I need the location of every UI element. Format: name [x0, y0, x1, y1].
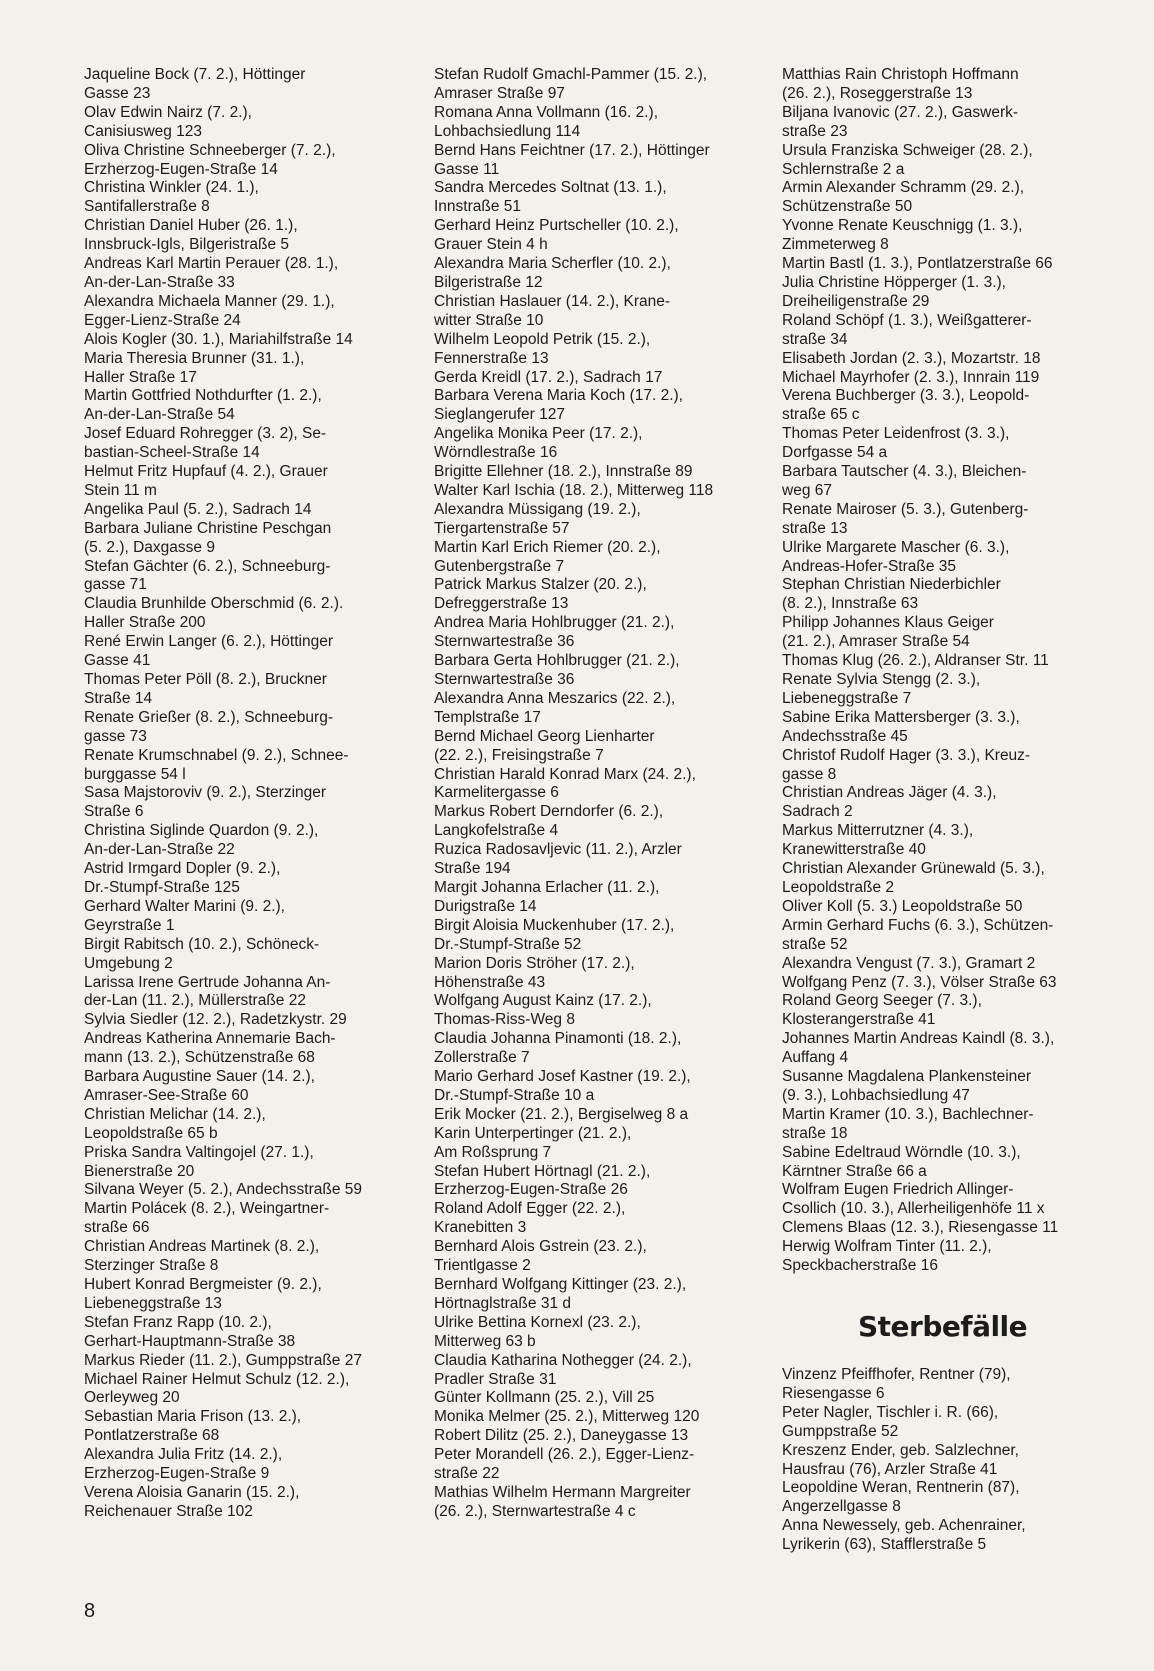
- birth-entry: Christian Harald Konrad Marx (24. 2.), Karmelitergasse 6: [434, 765, 696, 802]
- birth-entry: Barbara Juliane Christine Peschgan (5. 2.), Daxgasse 9: [84, 519, 332, 556]
- birth-entry: Alexandra Vengust (7. 3.), Gramart 2: [782, 954, 1036, 972]
- birth-entry: Ursula Franziska Schweiger (28. 2.), Schlernstraße 2 a: [782, 141, 1033, 178]
- birth-entry: Roland Schöpf (1. 3.), Weißgatterer- straße 34: [782, 311, 1032, 348]
- birth-entry: Patrick Markus Stalzer (20. 2.), Defreggerstraße 13: [434, 576, 647, 613]
- death-entry: Vinzenz Pfeiffhofer, Rentner (79), Riesengasse 6: [782, 1366, 1011, 1402]
- birth-entry: Stefan Rudolf Gmachl-Pammer (15. 2.), Amraser Straße 97: [434, 66, 708, 102]
- birth-entry: Barbara Gerta Hohlbrugger (21. 2.), Sternwartestraße 36: [434, 652, 680, 688]
- birth-entry: Christof Rudolf Hager (3. 3.), Kreuz- gasse 8: [782, 746, 1031, 783]
- birth-entry: Birgit Aloisia Muckenhuber (17. 2.), Dr.-Stumpf-Straße 52: [434, 916, 675, 953]
- birth-entry: Martin Kramer (10. 3.), Bachlechner- straße 18: [782, 1105, 1034, 1142]
- birth-entry: Andrea Maria Hohlbrugger (21. 2.), Sternwartestraße 36: [434, 614, 675, 651]
- birth-entry: Claudia Katharina Nothegger (24. 2.), Pradler Straße 31: [434, 1351, 692, 1388]
- birth-entry: Martin Bastl (1. 3.), Pontlatzerstraße 66: [782, 255, 1053, 273]
- birth-entry: Josef Eduard Rohregger (3. 2), Se- bastian-Scheel-Straße 14: [84, 425, 327, 462]
- birth-entry: Romana Anna Vollmann (16. 2.), Lohbachsiedlung 114: [434, 103, 659, 140]
- birth-entry: Andreas Karl Martin Perauer (28. 1.), An-der-Lan-Straße 33: [84, 255, 339, 291]
- birth-entry: Oliva Christine Schneeberger (7. 2.), Erzherzog-Eugen-Straße 14: [84, 141, 336, 178]
- birth-entry: Alexandra Müssigang (19. 2.), Tiergartenstraße 57: [434, 500, 641, 537]
- death-entry: Peter Nagler, Tischler i. R. (66), Gumppstraße 52: [782, 1403, 999, 1440]
- birth-entry: Birgit Rabitsch (10. 2.), Schöneck- Umgebung 2: [84, 935, 320, 972]
- birth-entry: Johannes Martin Andreas Kaindl (8. 3.), Auffang 4: [782, 1030, 1055, 1067]
- birth-entry: Christina Winkler (24. 1.), Santifallerstraße 8: [84, 179, 259, 216]
- birth-entry: Sabine Edeltraud Wörndle (10. 3.), Kärntner Straße 66 a: [782, 1143, 1021, 1180]
- birth-entry: Helmut Fritz Hupfauf (4. 2.), Grauer Stein 11 m: [84, 463, 328, 499]
- birth-entry: Ruzica Radosavljevic (11. 2.), Arzler Straße 194: [434, 841, 682, 878]
- birth-entry: Michael Mayrhofer (2. 3.), Innrain 119: [782, 368, 1040, 386]
- birth-entry: Armin Gerhard Fuchs (6. 3.), Schützen- straße 52: [782, 916, 1054, 953]
- birth-entry: Matthias Rain Christoph Hoffmann (26. 2.), Roseggerstraße 13: [782, 66, 1019, 102]
- birth-entry: Sabine Erika Mattersberger (3. 3.), Andechsstraße 45: [782, 708, 1020, 745]
- births-column-2: [434, 66, 764, 1522]
- birth-entry: Renate Krumschnabel (9. 2.), Schnee- burggasse 54 l: [84, 746, 349, 783]
- birth-entry: Clemens Blaas (12. 3.), Riesengasse 11: [782, 1219, 1059, 1237]
- birth-entry: Monika Melmer (25. 2.), Mitterweg 120: [434, 1408, 700, 1426]
- birth-entry: Michael Rainer Helmut Schulz (12. 2.), Oerleyweg 20: [84, 1370, 350, 1407]
- birth-entry: Karin Unterpertinger (21. 2.), Am Roßsprung 7: [434, 1124, 632, 1161]
- birth-entry: Olav Edwin Nairz (7. 2.), Canisiusweg 123: [84, 103, 252, 140]
- birth-entry: Markus Rieder (11. 2.), Gumppstraße 27: [84, 1351, 362, 1369]
- birth-entry: Yvonne Renate Keuschnigg (1. 3.), Zimmeterweg 8: [782, 217, 1023, 254]
- birth-entry: Markus Mitterrutzner (4. 3.), Kranewitterstraße 40: [782, 822, 974, 859]
- birth-entry: Bernhard Alois Gstrein (23. 2.), Trientlgasse 2: [434, 1238, 647, 1275]
- birth-entry: Alexandra Anna Meszarics (22. 2.), Templstraße 17: [434, 689, 676, 726]
- birth-entry: Roland Adolf Egger (22. 2.), Kranebitten 3: [434, 1200, 626, 1237]
- birth-entry: Angelika Monika Peer (17. 2.), Wörndlestraße 16: [434, 425, 643, 462]
- birth-entry: Christina Siglinde Quardon (9. 2.), An-der-Lan-Straße 22: [84, 822, 319, 859]
- birth-entry: Günter Kollmann (25. 2.), Vill 25: [434, 1389, 655, 1407]
- birth-entry: Sasa Majstoroviv (9. 2.), Sterzinger Straße 6: [84, 784, 327, 821]
- birth-entry: Larissa Irene Gertrude Johanna An- der-Lan (11. 2.), Müllerstraße 22: [84, 973, 331, 1010]
- deaths-list: [782, 1366, 1122, 1555]
- birth-entry: Bernhard Wolfgang Kittinger (23. 2.), Hörtnaglstraße 31 d: [434, 1276, 687, 1312]
- birth-entry: Wilhelm Leopold Petrik (15. 2.), Fennerstraße 13: [434, 330, 651, 367]
- birth-entry: Verena Buchberger (3. 3.), Leopold- straße 65 c: [782, 387, 1030, 424]
- birth-entry: Alexandra Michaela Manner (29. 1.), Egger-Lienz-Straße 24: [84, 292, 335, 329]
- birth-entry: Angelika Paul (5. 2.), Sadrach 14: [84, 500, 312, 518]
- birth-entry: Christian Andreas Jäger (4. 3.), Sadrach 2: [782, 784, 997, 821]
- births-list-3: [782, 66, 1122, 1276]
- birth-entry: Philipp Johannes Klaus Geiger (21. 2.), Amraser Straße 54: [782, 614, 994, 651]
- birth-entry: Christian Melichar (14. 2.), Leopoldstraße 65 b: [84, 1105, 266, 1142]
- birth-entry: Elisabeth Jordan (2. 3.), Mozartstr. 18: [782, 349, 1041, 367]
- birth-entry: Sandra Mercedes Soltnat (13. 1.), Innstraße 51: [434, 179, 667, 216]
- birth-entry: Gerda Kreidl (17. 2.), Sadrach 17: [434, 368, 663, 386]
- birth-entry: Christian Andreas Martinek (8. 2.), Sterzinger Straße 8: [84, 1238, 320, 1275]
- birth-entry: Martin Karl Erich Riemer (20. 2.), Gutenbergstraße 7: [434, 538, 661, 575]
- birth-entry: Renate Sylvia Stengg (2. 3.), Liebeneggstraße 7: [782, 671, 981, 707]
- birth-entry: Peter Morandell (26. 2.), Egger-Lienz- straße 22: [434, 1446, 695, 1483]
- birth-entry: Gerhard Walter Marini (9. 2.), Geyrstraße 1: [84, 897, 285, 934]
- birth-entry: Erik Mocker (21. 2.), Bergiselweg 8 a: [434, 1105, 689, 1123]
- birth-entry: Bernd Hans Feichtner (17. 2.), Höttinger Gasse 11: [434, 141, 710, 178]
- birth-entry: Thomas Klug (26. 2.), Aldranser Str. 11: [782, 652, 1049, 670]
- deaths-heading: Sterbefälle: [858, 1310, 1028, 1343]
- birth-entry: Silvana Weyer (5. 2.), Andechsstraße 59: [84, 1181, 362, 1199]
- birth-entry: Ulrike Margarete Mascher (6. 3.), Andreas-Hofer-Straße 35: [782, 538, 1010, 575]
- birth-entry: Claudia Brunhilde Oberschmid (6. 2.). Haller Straße 200: [84, 595, 344, 632]
- birth-entry: Roland Georg Seeger (7. 3.), Klosterangerstraße 41: [782, 992, 982, 1029]
- birth-entry: Gerhard Heinz Purtscheller (10. 2.), Grauer Stein 4 h: [434, 217, 679, 254]
- birth-entry: Barbara Tautscher (4. 3.), Bleichen- weg 67: [782, 463, 1027, 499]
- birth-entry: Martin Polácek (8. 2.), Weingartner- straße 66: [84, 1200, 330, 1237]
- birth-entry: Thomas Peter Pöll (8. 2.), Bruckner Straße 14: [84, 671, 327, 707]
- birth-entry: René Erwin Langer (6. 2.), Höttinger Gasse 41: [84, 633, 333, 670]
- birth-entry: Stephan Christian Niederbichler (8. 2.), Innstraße 63: [782, 576, 1001, 613]
- birth-entry: Priska Sandra Valtingojel (27. 1.), Bienerstraße 20: [84, 1143, 314, 1180]
- birth-entry: Andreas Katherina Annemarie Bach- mann (13. 2.), Schützenstraße 68: [84, 1030, 336, 1067]
- birth-entry: Biljana Ivanovic (27. 2.), Gaswerk- straße 23: [782, 103, 1019, 140]
- death-entry: Kreszenz Ender, geb. Salzlechner, Hausfrau (76), Arzler Straße 41: [782, 1441, 1019, 1478]
- birth-entry: Markus Robert Derndorfer (6. 2.), Langkofelstraße 4: [434, 803, 664, 840]
- birth-entry: Sebastian Maria Frison (13. 2.), Pontlatzerstraße 68: [84, 1408, 302, 1445]
- birth-entry: Wolfgang Penz (7. 3.), Völser Straße 63: [782, 973, 1057, 991]
- birth-entry: Ulrike Bettina Kornexl (23. 2.), Mitterweg 63 b: [434, 1313, 641, 1350]
- birth-entry: Brigitte Ellehner (18. 2.), Innstraße 89: [434, 463, 693, 481]
- birth-entry: Robert Dilitz (25. 2.), Daneygasse 13: [434, 1427, 689, 1445]
- birth-entry: Armin Alexander Schramm (29. 2.), Schützenstraße 50: [782, 179, 1025, 216]
- births-column-3: [782, 66, 1122, 1555]
- birth-entry: Alois Kogler (30. 1.), Mariahilfstraße 14: [84, 330, 353, 348]
- birth-entry: Renate Mairoser (5. 3.), Gutenberg- straße 13: [782, 500, 1029, 537]
- birth-entry: Mario Gerhard Josef Kastner (19. 2.), Dr.-Stumpf-Straße 10 a: [434, 1068, 691, 1104]
- births-column-1: [84, 66, 404, 1522]
- birth-entry: Marion Doris Ströher (17. 2.), Höhenstraße 43: [434, 954, 635, 991]
- birth-entry: Verena Aloisia Ganarin (15. 2.), Reichenauer Straße 102: [84, 1483, 300, 1520]
- birth-entry: Astrid Irmgard Dopler (9. 2.), Dr.-Stumpf-Straße 125: [84, 860, 281, 896]
- birth-entry: Thomas Peter Leidenfrost (3. 3.), Dorfgasse 54 a: [782, 425, 1010, 462]
- birth-entry: Hubert Konrad Bergmeister (9. 2.), Liebeneggstraße 13: [84, 1276, 322, 1312]
- birth-entry: Christian Alexander Grünewald (5. 3.), Leopoldstraße 2: [782, 860, 1045, 896]
- birth-entry: Bernd Michael Georg Lienharter (22. 2.), Freisingstraße 7: [434, 727, 655, 764]
- birth-entry: Alexandra Maria Scherfler (10. 2.), Bilgeristraße 12: [434, 255, 671, 291]
- birth-entry: Maria Theresia Brunner (31. 1.), Haller Straße 17: [84, 349, 305, 386]
- birth-entry: Alexandra Julia Fritz (14. 2.), Erzherzog-Eugen-Straße 9: [84, 1446, 283, 1483]
- death-entry: Leopoldine Weran, Rentnerin (87), Angerzellgasse 8: [782, 1479, 1020, 1516]
- birth-entry: Barbara Augustine Sauer (14. 2.), Amraser-See-Straße 60: [84, 1068, 315, 1104]
- birth-entry: Susanne Magdalena Plankensteiner (9. 3.), Lohbachsiedlung 47: [782, 1068, 1032, 1104]
- birth-entry: Sylvia Siedler (12. 2.), Radetzkystr. 29: [84, 1011, 347, 1029]
- birth-entry: Herwig Wolfram Tinter (11. 2.), Speckbacherstraße 16: [782, 1238, 992, 1275]
- birth-entry: Martin Gottfried Nothdurfter (1. 2.), An-der-Lan-Straße 54: [84, 387, 322, 424]
- birth-entry: Walter Karl Ischia (18. 2.), Mitterweg 118: [434, 481, 714, 499]
- birth-entry: Oliver Koll (5. 3.) Leopoldstraße 50: [782, 897, 1023, 915]
- birth-entry: Margit Johanna Erlacher (11. 2.), Durigstraße 14: [434, 878, 660, 915]
- birth-entry: Barbara Verena Maria Koch (17. 2.), Sieglangerufer 127: [434, 387, 683, 424]
- birth-entry: Christian Daniel Huber (26. 1.), Innsbruck-Igls, Bilgeristraße 5: [84, 217, 298, 254]
- birth-entry: Julia Christine Höpperger (1. 3.), Dreiheiligenstraße 29: [782, 273, 1006, 310]
- birth-entry: Stefan Gächter (6. 2.), Schneeburg- gasse 71: [84, 557, 331, 594]
- birth-entry: Claudia Johanna Pinamonti (18. 2.), Zollerstraße 7: [434, 1030, 682, 1067]
- birth-entry: Renate Grießer (8. 2.), Schneeburg- gasse 73: [84, 708, 333, 745]
- birth-entry: Jaqueline Bock (7. 2.), Höttinger Gasse 23: [84, 66, 306, 102]
- birth-entry: Stefan Franz Rapp (10. 2.), Gerhart-Hauptmann-Straße 38: [84, 1313, 296, 1350]
- birth-entry: Mathias Wilhelm Hermann Margreiter (26. 2.), Sternwartestraße 4 c: [434, 1483, 691, 1520]
- page-number: 8: [84, 1600, 96, 1622]
- death-entry: Anna Newessely, geb. Achenrainer, Lyrikerin (63), Stafflerstraße 5: [782, 1517, 1026, 1554]
- birth-entry: Wolfgang August Kainz (17. 2.), Thomas-Riss-Weg 8: [434, 992, 652, 1029]
- birth-entry: Wolfram Eugen Friedrich Allinger- Csollich (10. 3.), Allerheiligenhöfe 11 x: [782, 1181, 1045, 1218]
- birth-entry: Stefan Hubert Hörtnagl (21. 2.), Erzherzog-Eugen-Straße 26: [434, 1162, 651, 1199]
- birth-entry: Christian Haslauer (14. 2.), Krane- witter Straße 10: [434, 292, 671, 329]
